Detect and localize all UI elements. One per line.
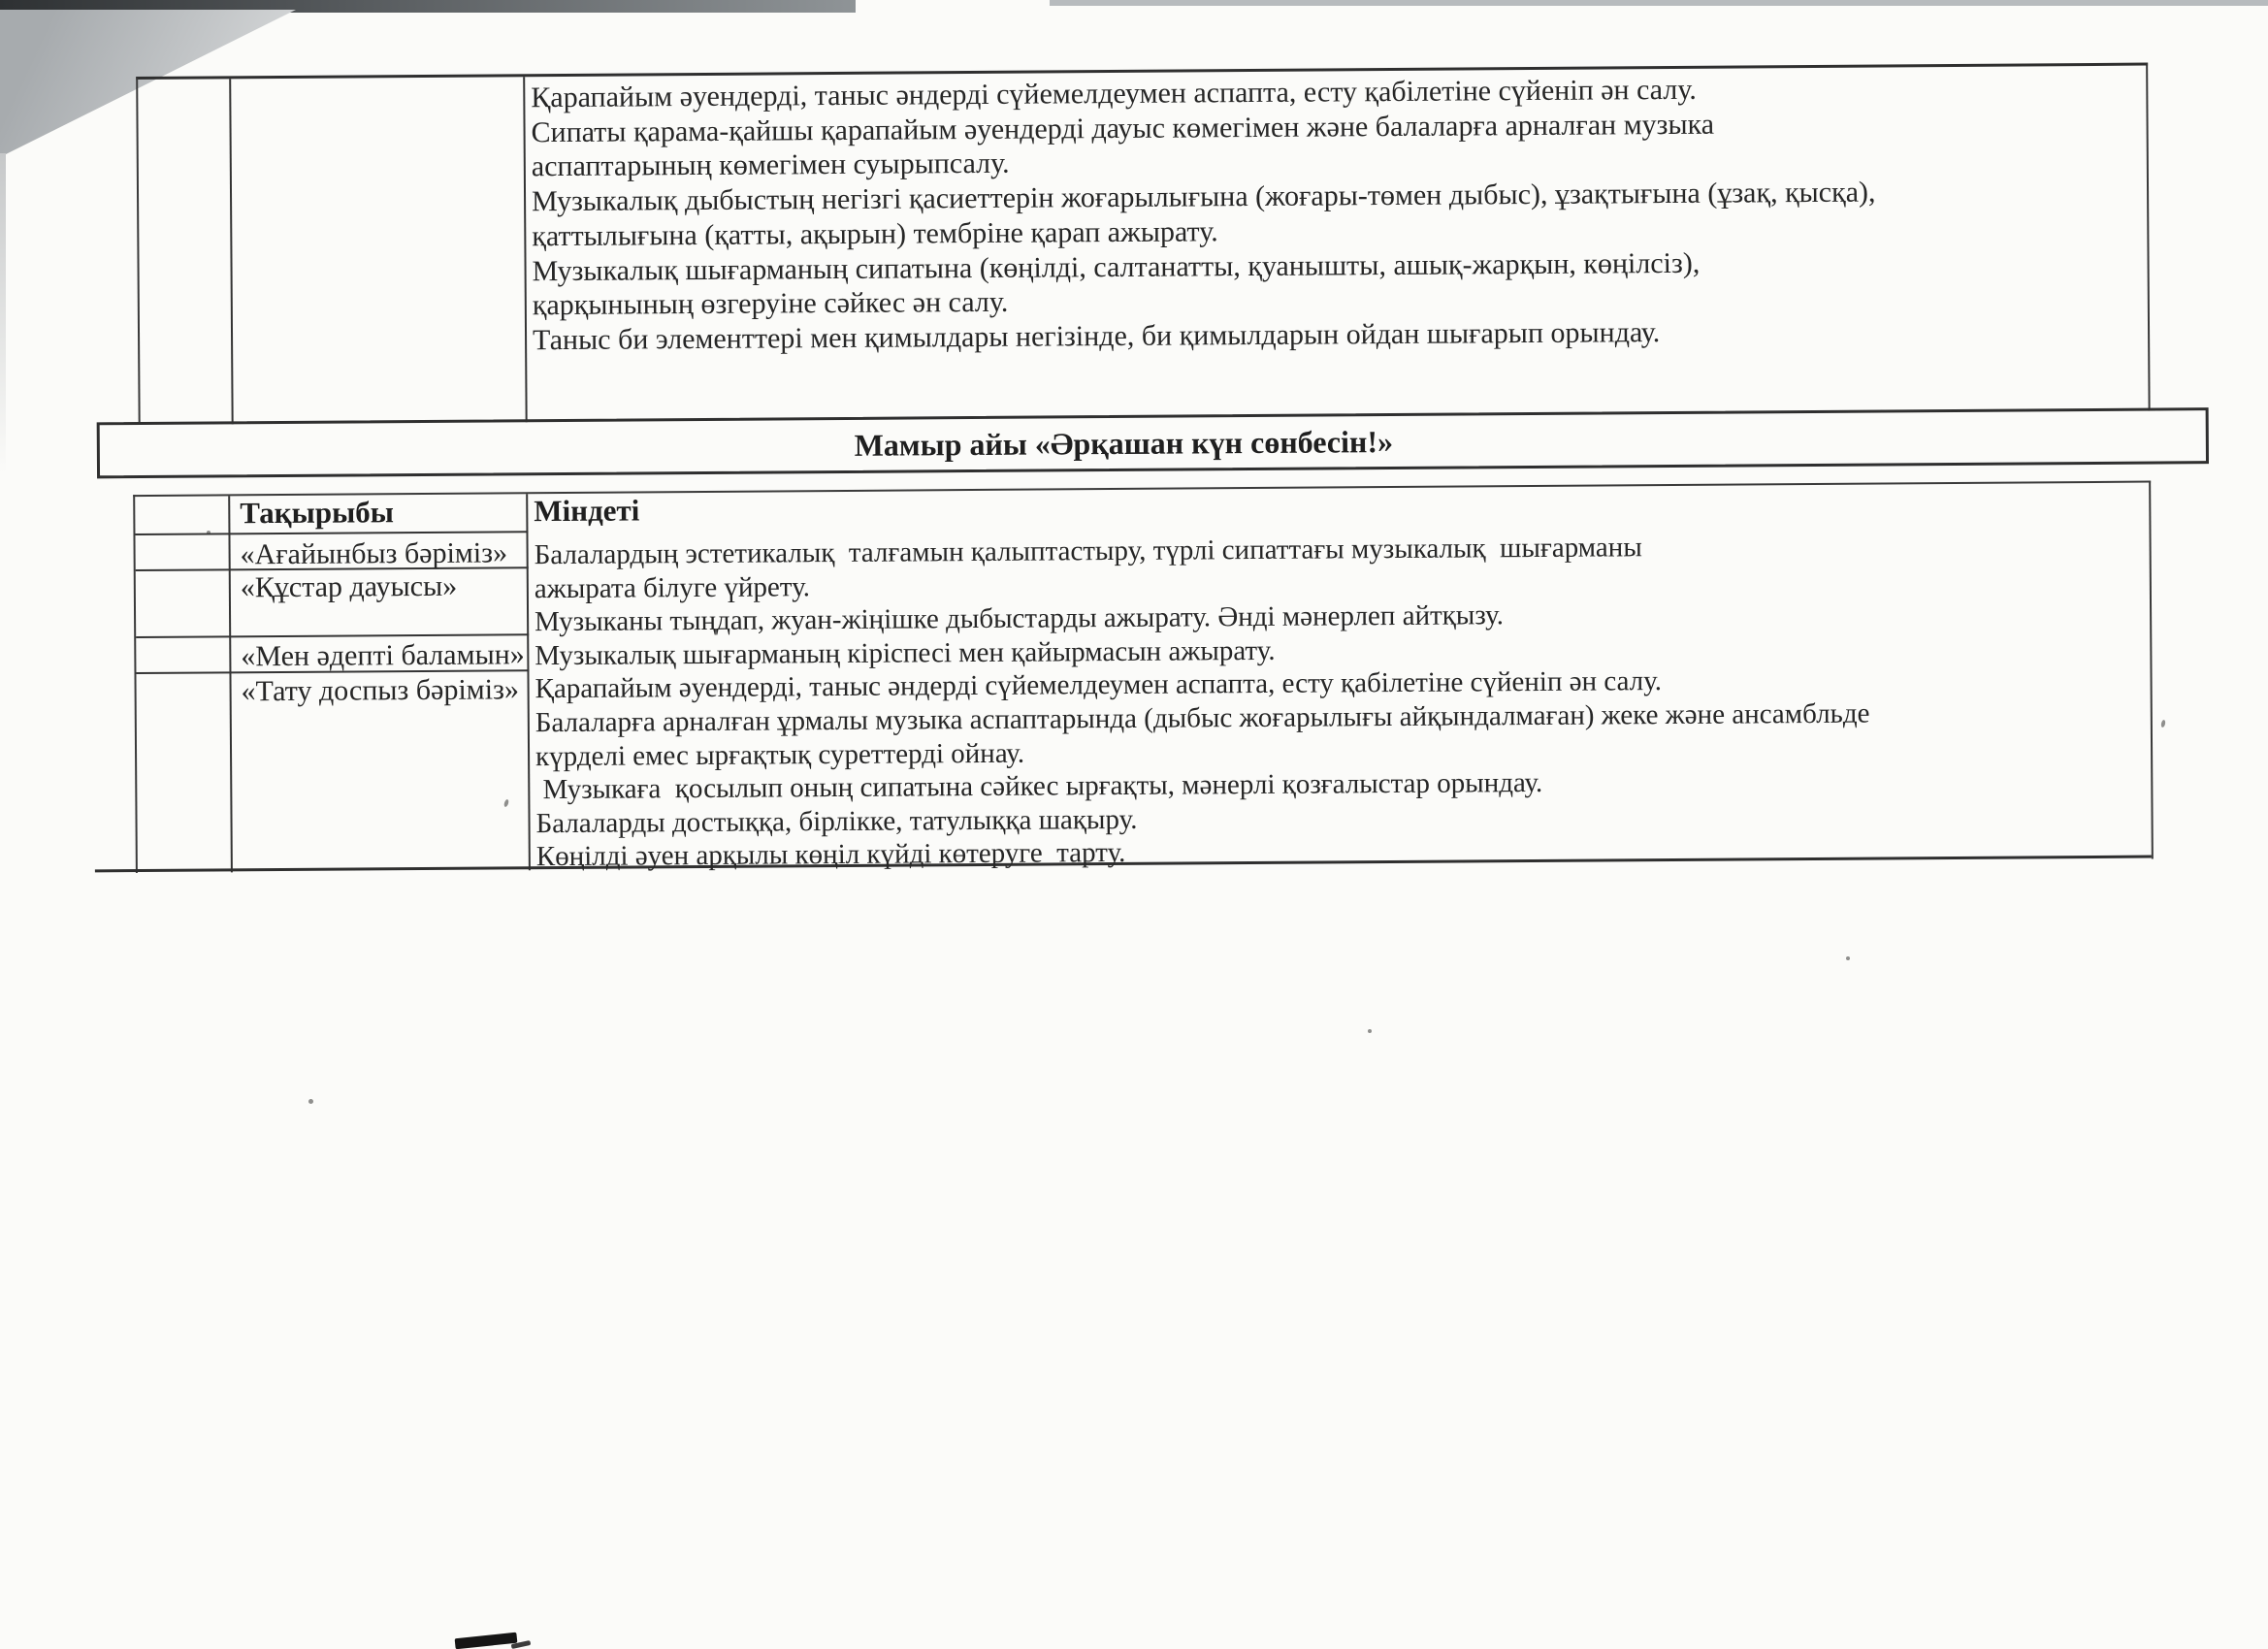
topic-cell: «Құстар дауысы» <box>240 569 458 604</box>
topic-cell: «Мен әдепті баламын» <box>241 638 525 673</box>
task-line: күрделі емес ырғақтық суреттерді ойнау. <box>535 737 1025 772</box>
grid-line-vertical <box>228 496 233 872</box>
task-line: ажырата білуге үйрету. <box>534 570 811 604</box>
task-line: Балаларды достыққа, бірлікке, татулыққа шақыру. <box>535 803 1138 839</box>
task-line: Музыкалық шығарманың кіріспесі мен қайырмасын ажырату. <box>535 634 1276 671</box>
topic-cell: «Ағайынбыз бәріміз» <box>240 536 508 571</box>
task-line: Музыкалық шығарманың сипатына (көңілді, салтанатты, қуанышты, ашық-жарқын, көңілсіз), <box>532 246 1701 287</box>
task-line: аспаптарының көмегімен суырыпсалу. <box>531 147 1010 183</box>
task-line: Сипаты қарама-қайшы қарапайым әуендерді дауыс көмегімен және балаларға арналған музыка <box>531 108 1715 148</box>
task-line: Музыкаға қосылып оның сипатына сәйкес ырғақты, мәнерлі қозғалыстар орындау. <box>535 767 1543 806</box>
task-line: Қарапайым әуендерді, таныс әндерді сүйемелдеумен аспапта, есту қабілетіне сүйеніп ән салу. <box>531 73 1697 114</box>
task-line: Қарапайым әуендерді, таныс әндерді сүйемелдеумен аспапта, есту қабілетіне сүйеніп ән салу. <box>535 665 1663 705</box>
grid-line-row <box>136 633 529 638</box>
month-header-text: Мамыр айы «Әрқашан күн сөнбесін!» <box>854 423 1394 463</box>
task-line: Таныс би элементтері мен қимылдары негізінде, би қимылдарын ойдан шығарып орындау. <box>532 316 1661 357</box>
top-table-task-cell <box>531 72 1876 358</box>
column-header-topic: Тақырыбы <box>240 495 395 531</box>
task-line: қаттылығына (қатты, ақырын) тембріне қарап ажырату. <box>532 215 1218 253</box>
task-line: қарқынының өзгеруіне сәйкес ән салу. <box>532 285 1009 322</box>
topic-cell: «Тату доспыз бәріміз» <box>241 673 520 708</box>
task-line: Көңілді әуен арқылы көңіл күйді көтеруге тарту. <box>535 837 1126 873</box>
column-header-task: Міндеті <box>534 493 640 529</box>
grid-line-vertical <box>229 79 233 424</box>
task-line: Музыканы тыңдап, жуан-жіңішке дыбыстарды ажырату. Әнді мәнерлеп айтқызу. <box>535 599 1505 638</box>
may-table-task-cell <box>535 530 1871 875</box>
grid-line-vertical <box>523 77 527 422</box>
task-line: Музыкалық дыбыстың негізгі қасиеттерін жоғарылығына (жоғары-төмен дыбыс), ұзақтығына (ұзақ, қысқа), <box>531 176 1876 218</box>
grid-line-vertical <box>526 494 531 870</box>
task-line: Балаларға арналған ұрмалы музыка аспаптарында (дыбыс жоғарылығы айқындалмаған) жеке және ансамбльде <box>535 697 1870 739</box>
grid-line-row <box>135 531 528 535</box>
task-line: Балалардың эстетикалық талғамын қалыптастыру, түрлі сипаттағы музыкалық шығарманы <box>534 532 1642 571</box>
